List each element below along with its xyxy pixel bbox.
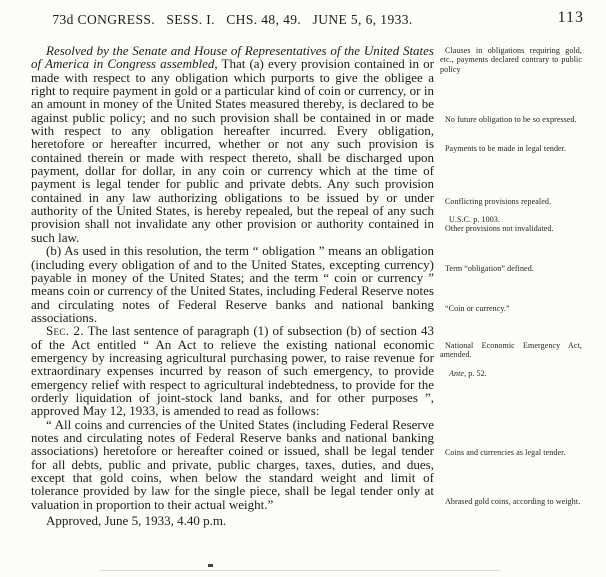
margin-note-gold-clauses: Clauses in obligations requiring gold, etc., payments declared contrary to public policy — [440, 46, 582, 74]
margin-note-no-future-obligation: No future obligation to be so expressed. — [445, 115, 577, 124]
margin-note-emergency-act-amended: National Economic Emergency Act, amended. — [440, 341, 582, 360]
statute-text-column — [31, 44, 434, 527]
scan-artifact-speck — [208, 564, 213, 567]
margin-note-abrased-gold-coins: Abrased gold coins, according to weight. — [445, 497, 581, 506]
ante-italic: Ante — [449, 369, 465, 378]
page-number: 113 — [557, 9, 584, 26]
ante-page-ref: , p. 52. — [464, 369, 487, 378]
section-2-paragraph — [31, 324, 434, 417]
margin-note-other-provisions: Other provisions not invalidated. — [445, 224, 554, 233]
enacting-clause: Resolved by the Senate and House of Representatives of the United States of America in Congress assembled, — [31, 43, 434, 72]
margin-note-coin-or-currency: “Coin or currency.” — [445, 304, 510, 313]
section-2-label: Sec. 2. — [46, 323, 84, 339]
scan-artifact-line — [100, 570, 500, 571]
margin-note-usc-citation: U.S.C. p. 1003. — [449, 215, 501, 224]
amended-text-quotation: “ All coins and currencies of the United States (including Federal Reserve notes and circulating notes of Federal Reserve banks and national banking associations) heretofore or hereafter coined or issued, shall be legal tender for all debts, public and private, public charges, taxes, duties, and dues, except that gold coins, when below the standard weight and limit of tolerance provided by law for the single piece, shall be legal tender only at valuation in proportion to their actual weight.” — [31, 416, 434, 512]
section-2-text: The last sentence of paragraph (1) of subsection (b) of section 43 of the Act entitled “ An Act to relieve the existing national economic emergency by increasing agricultural purchasing power, to raise revenue for extraordinary expenses incurred by reason of such emergency, to provide emergency relief with respect to agricultural indebtedness, to provide for the orderly liquidation of joint-stock land banks, and for other purposes ”, approved May 12, 1933, is amended to read as follows: — [31, 323, 434, 419]
margin-note-ante-citation — [440, 369, 582, 378]
resolution-paragraph-b: (b) As used in this resolution, the term “ obligation ” means an obligation (including every obligation of and to the United States, excepting currency) payable in money of the United States; and the term “ coin or currency ” means coin or currency of the United States, including Federal Reserve notes and circulating notes of Federal Reserve banks and national banking associations. — [31, 243, 434, 325]
approval-line: Approved, June 5, 1933, 4.40 p.m. — [46, 513, 227, 529]
page-header-title: 73d CONGRESS. SESS. I. CHS. 48, 49. JUNE 5, 6, 1933. — [52, 12, 413, 27]
margin-note-conflicting-provisions: Conflicting provisions repealed. — [445, 197, 552, 206]
margin-note-term-obligation: Term “obligation” defined. — [445, 264, 534, 273]
resolution-paragraph-a — [31, 44, 434, 244]
paragraph-a-text: That (a) every provision contained in or made with respect to any obligation which purports to give the obligee a right to require payment in gold or a particular kind of coin or currency, or in an amount in money of the United States measured thereby, is declared to be against public policy; and no such provision shall be contained in or made with respect to any obligation hereafter incurred. Every obligation, heretofore or hereafter incurred, whether or not any such provision is contained therein or made with respect thereto, shall be discharged upon payment, dollar for dollar, in any coin or currency which at the time of payment is legal tender for public and private debts. Any such provision contained in any law authorizing obligations to be issued by or under authority of the United States, is hereby repealed, but the repeal of any such provision shall not invalidate any other provision or authority contained in such law. — [31, 56, 434, 245]
margin-note-coins-currencies-tender: Coins and currencies as legal tender. — [445, 448, 566, 457]
margin-note-payments-legal-tender: Payments to be made in legal tender. — [445, 144, 567, 153]
